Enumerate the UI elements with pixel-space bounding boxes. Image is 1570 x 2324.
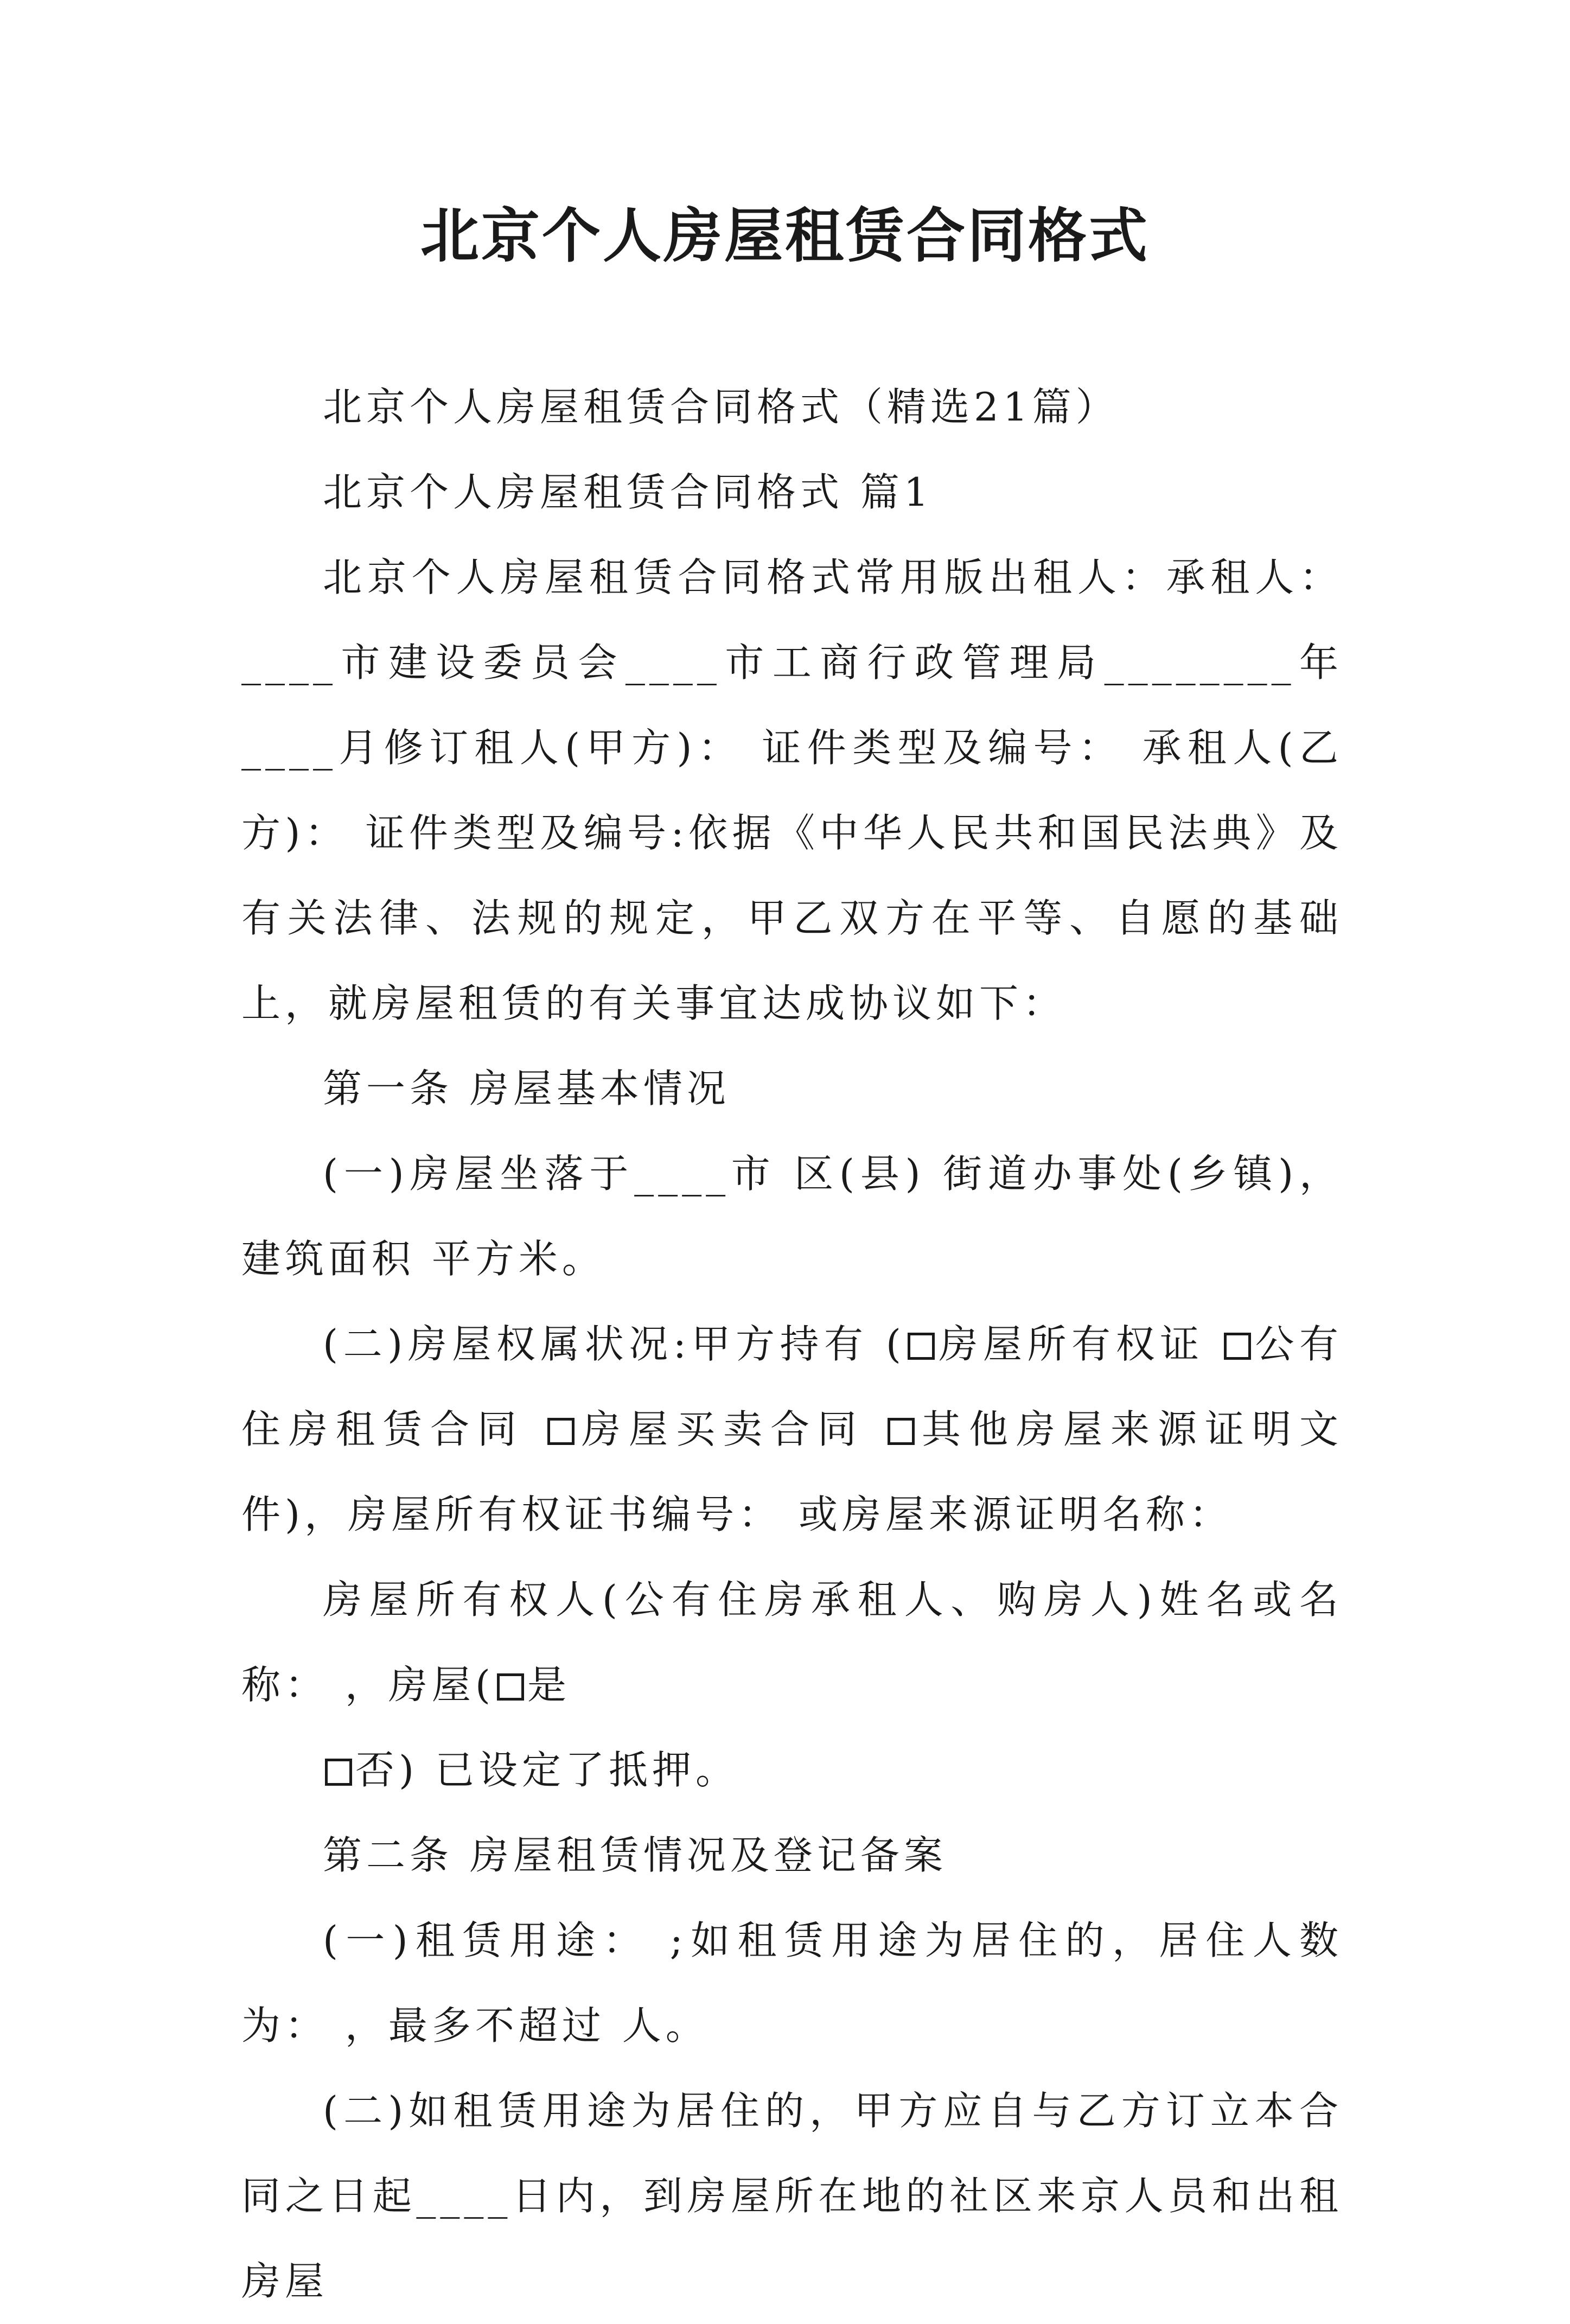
paragraph-owner: [241, 1557, 1343, 1728]
ownership-intro: (二)房屋权属状况:甲方持有 (: [323, 1321, 906, 1367]
mortgage-no: 否) 已设定了抵押。: [355, 1747, 739, 1793]
ownership-option-other: 其他房屋来源证明文件)，房屋所有权证书编号： 或房屋来源证明名称：: [241, 1406, 1343, 1537]
paragraph-location: (一)房屋坐落于____市 区(县) 街道办事处(乡镇)，建筑面积 平方米。: [241, 1151, 1343, 1282]
document-title: 北京个人房屋租赁合同格式: [420, 202, 1150, 270]
paragraph-parties: 北京个人房屋租赁合同格式常用版出租人：承租人：____市建设委员会____市工商行政管理局________年____月修订租人(甲方)： 证件类型及编号： 承租人(乙方)： 证件类型及编号:依据《中华人民共和国民法典》及有关法律、法规的规定，甲乙双方在平等、自愿的基础上，就房屋租赁的有关事宜达成协议如下：: [241, 555, 1343, 1026]
paragraph-article-2-heading: 第二条 房屋租赁情况及登记备案: [323, 1832, 947, 1878]
ownership-option-public-lease: 公有住房租赁合同: [241, 1321, 1343, 1452]
ownership-option-certificate: 房屋所有权证: [938, 1321, 1222, 1367]
paragraph-section-heading: 北京个人房屋租赁合同格式 篇1: [323, 469, 933, 515]
document-body: [241, 365, 1343, 2324]
paragraph-registration: (二)如租赁用途为居住的，甲方应自与乙方订立本合同之日起____日内，到房屋所在地的社区来京人员和出租房屋: [241, 2088, 1343, 2304]
owner-yes: 是: [527, 1662, 571, 1708]
paragraph-mortgage: [241, 1728, 1343, 1813]
paragraph-subtitle: 北京个人房屋租赁合同格式（精选21篇）: [323, 384, 1119, 430]
checkbox-icon: [888, 1418, 915, 1445]
paragraph-ownership: [241, 1302, 1343, 1557]
owner-text: 房屋所有权人(公有住房承租人、购房人)姓名或名称： ，房屋(: [241, 1577, 1343, 1708]
checkbox-icon: [497, 1673, 524, 1701]
checkbox-icon: [325, 1759, 352, 1786]
ownership-option-purchase: 房屋买卖合同: [577, 1406, 885, 1452]
paragraph-article-1-heading: 第一条 房屋基本情况: [323, 1066, 730, 1111]
checkbox-icon: [1224, 1333, 1251, 1360]
paragraph-usage: (一)租赁用途： ;如租赁用途为居住的，居住人数为： ，最多不超过 人。: [241, 1918, 1343, 2048]
checkbox-icon: [908, 1333, 935, 1360]
checkbox-icon: [547, 1418, 575, 1445]
